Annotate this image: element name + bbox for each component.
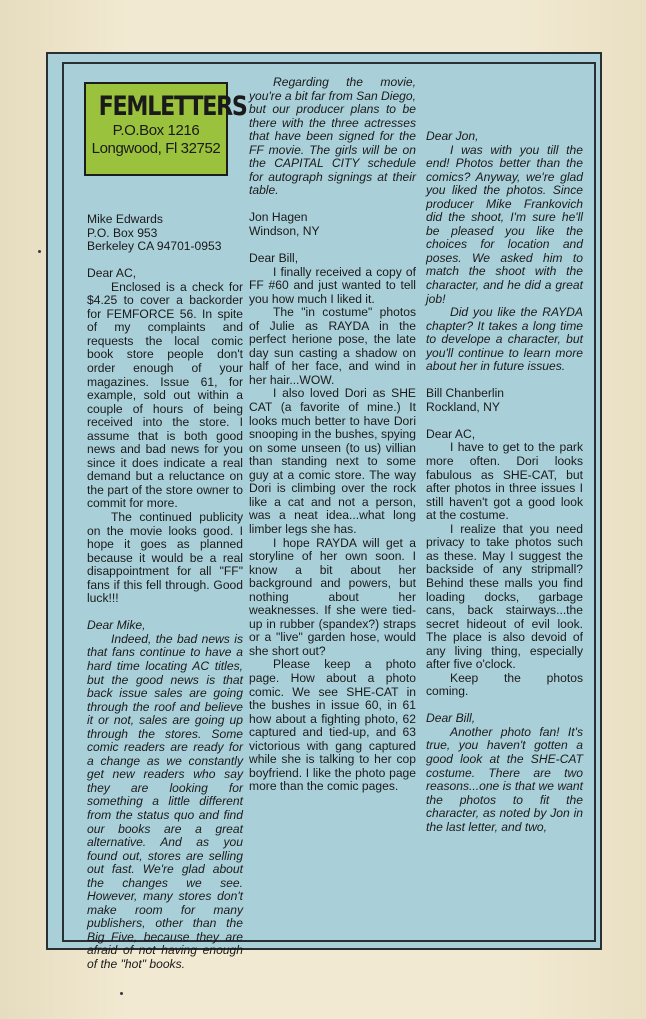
masthead-city: Longwood, Fl 32752 (91, 140, 221, 157)
letter-jon-paragraph: I finally received a copy of FF #60 and just wanted to tell you how much I liked it. (249, 264, 416, 306)
letter-bill-paragraph: Keep the photos coming. (426, 670, 583, 699)
reply-jon-paragraph: I was with you till the end! Photos better than the comics? Anyway, we're glad you liked the photos. Since producer Mike Frankovich did the shoot, I'm sure he'll be pleased you like the choices for location and poses. We asked him to match the shoot with the character, and he did a great job! (426, 142, 583, 306)
letter-mike-city: Berkeley CA 94701-0953 (87, 239, 222, 254)
reply-mike-paragraph: Indeed, the bad news is that fans continue to have a hard time locating AC titles, but the good news is that back issue sales are going through the roof and believe it or not, sales are going up through the stores. Some comic readers are ready for a change as we constantly get new readers who say they are looking for something a little different from the status quo and find our books are a great alternative. And as you found out, stores are selling out fast. We're glad about the changes we see. However, many stores don't make room for many publishers, other than the Big Five, because they are afraid of not having enough of the "hot" books. (87, 631, 243, 971)
reply-jon-paragraph: Did you like the RAYDA chapter? It takes a long time to develope a character, but you'll continue to learn more about her in future issues. (426, 305, 583, 374)
letter-bill-salutation: Dear AC, (426, 426, 476, 441)
letter-jon-paragraph: I also loved Dori as SHE CAT (a favorite of mine.) It looks much better to have Dori snooping in the bushes, spying on some unseen (to us) villian than standing next to some guy at a comic store. The way Dori is climbing over the rock like a cat and not a person, was a neat idea...what long limber legs she has. (249, 386, 416, 536)
column-1 (87, 76, 247, 972)
reply-jon-salutation: Dear Jon, (426, 129, 479, 143)
letter-jon-address-block (249, 211, 416, 238)
letter-jon-city: Windson, NY (249, 223, 320, 238)
paper-speck (38, 250, 41, 253)
reply-mike-salutation: Dear Mike, (87, 618, 146, 633)
paper-speck (120, 992, 123, 995)
letter-mike-paragraph: The continued publicity on the movie looks good. I hope it goes as planned because it would be a real disappointment for all "FF" fans if this fell through. Good luck!!! (87, 509, 243, 606)
letter-jon-name: Jon Hagen (249, 210, 308, 225)
letter-bill-paragraph: I realize that you need privacy to take photos such as these. May I suggest the backside of any stripmall? Behind these malls you find loading docks, garbage cans, back stairways...the secret hideout of evil look. The place is also devoid of any living thing, especially after five o'clock. (426, 521, 583, 672)
letter-mike-name: Mike Edwards (87, 212, 163, 226)
letter-mike-paragraph: Enclosed is a check for $4.25 to cover a backorder for FEMFORCE 56. In spite of my complaints and requests the local comic book store people don't order enough of your magazines. Issue 61, for example, sold out within a couple of hours of being received into the store. I assume that is both good news and bad news for you since it does indicate a real demand but a reluctance on the part of the store owner to commit for more. (87, 279, 243, 511)
letter-bill-name: Bill Chanberlin (426, 386, 504, 401)
masthead-title: FEMLETTERS (98, 91, 247, 122)
reply-mike-paragraph: Regarding the movie, you're a bit far from San Diego, but our producer plans to be there with the three actresses that have been signed for the FF movie. The girls will be on the CAPITAL CITY schedule for autograph signings at their table. (249, 75, 416, 198)
reply-bill-paragraph: Another photo fan! It's true, you haven't gotten a good look at the SHE-CAT costume. There are two reasons...one is that we want the photos to fit the character, as noted by Jon in the last letter, and two, (426, 724, 583, 834)
letter-jon-paragraph: I hope RAYDA will get a storyline of her own soon. I know a bit about her background and powers, but nothing about her weaknesses. If she were tied-up in rubber (spandex?) straps or a "live" garden hose, would she short out? (249, 535, 416, 658)
letter-bill-address-block (426, 387, 583, 414)
column-2 (249, 76, 416, 794)
letter-bill-city: Rockland, NY (426, 399, 500, 414)
masthead-po-box: P.O.Box 1216 (112, 122, 200, 139)
letter-mike-address-block (87, 213, 243, 254)
letter-bill-paragraph: I have to get to the park more often. Dori looks fabulous as SHE-CAT, but after photos in three issues I still haven't got a good look at the costume. (426, 440, 583, 523)
letter-mike-po-box: P.O. Box 953 (87, 225, 158, 240)
reply-bill-salutation: Dear Bill, (426, 711, 476, 726)
letter-jon-salutation: Dear Bill, (249, 251, 299, 266)
letter-jon-paragraph: Please keep a photo page. How about a photo comic. We see SHE-CAT in the bushes in issue 60, in 61 how about a fighting photo, 62 captured and tied-up, and 63 victorious with gang captured while she is talking to her cop boyfriend. I like the photo page more than the comic pages. (249, 657, 416, 794)
letter-mike-salutation: Dear AC, (87, 266, 137, 281)
letter-jon-paragraph: The "in costume" photos of Julie as RAYDA in the perfect herione pose, the late day sun casting a shadow on half of her face, and wind in her hair...WOW. (249, 305, 416, 387)
column-3 (426, 76, 583, 834)
